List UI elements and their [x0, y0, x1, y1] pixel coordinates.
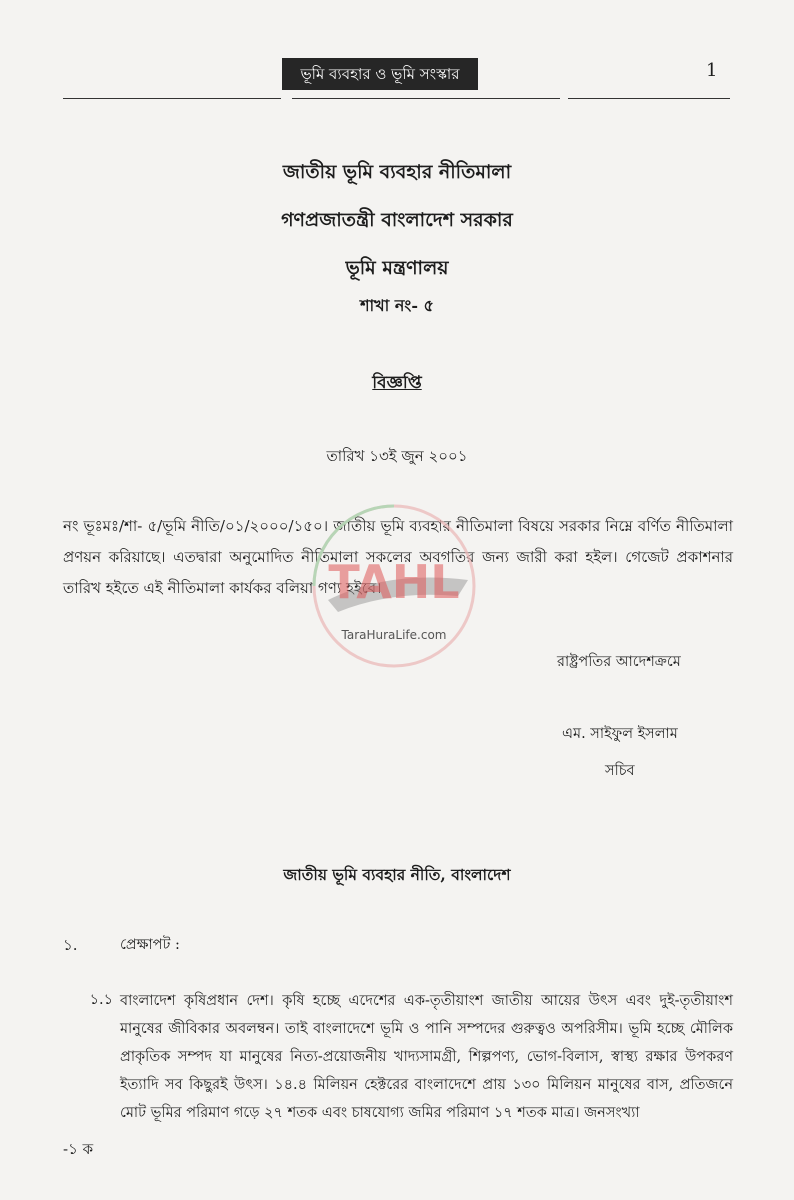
policy-title: জাতীয় ভূমি ব্যবহার নীতিমালা [282, 161, 512, 183]
subsection-body: বাংলাদেশ কৃষিপ্রধান দেশ। কৃষি হচ্ছে এদেশের এক-তৃতীয়াংশ জাতীয় আয়ের উৎস এবং দুই-তৃতীয়াংশ মানুষের জীবিকার অবলম্বন। তাই বাংলাদেশে ভূমি ও পানি সম্পদের গুরুত্বও অপরিসীম। ভূমি হচ্ছে মৌলিক প্রাকৃতিক সম্পদ যা মানুষের নিত্য-প্রয়োজনীয় খাদ্যসামগ্রী, শিল্পপণ্য, ভোগ-বিলাস, স্বাস্থ্য রক্ষার উপকরণ ইত্যাদি সব কিছুরই উৎস। ১৪.৪ মিলিয়ন হেক্টরের বাংলাদেশে প্রায় ১৩০ মিলিয়ন মানুষের বাস, প্রতিজনে মোট ভূমির পরিমাণ গড়ে ২৭ শতক এবং চাষযোগ্য জমির পরিমাণ ১৭ শতক মাত্র। জনসংখ্যা [120, 993, 733, 1121]
signer-designation: সচিব [605, 763, 635, 779]
subsection-number: ১.১ [89, 992, 113, 1008]
header-rule-middle [292, 98, 560, 99]
branch-number: শাখা নং- ৫ [360, 296, 434, 315]
page-number: 1 [706, 60, 718, 81]
section-number: ১. [63, 936, 78, 954]
notice-body: নং ভূঃমঃ/শা- ৫/ভূমি নীতি/০১/২০০০/১৫০। জাতীয় ভূমি ব্যবহার নীতিমালা বিষয়ে সরকার নিম্নে বর্ণিত নীতিমালা প্রণয়ন করিয়াছে। এতদ্বারা অনুমোদিত নীতিমালা সকলের অবগতির জন্য জারী করা হইল। গেজেট প্রকাশনার তারিখ হইতে এই নীতিমালা কার্যকর বলিয়া গণ্য হইবে। [63, 517, 733, 597]
watermark-circle-icon [298, 500, 490, 670]
watermark-logo [298, 500, 490, 670]
footer-page-label: -১ ক [63, 1140, 94, 1158]
signer-name: এম. সাইফুল ইসলাম [562, 726, 678, 742]
watermark-logo-text: TAHL [328, 555, 460, 609]
notice-heading-text: বিজ্ঞপ্তি [372, 373, 422, 393]
header-rule-right [568, 98, 730, 99]
section-title: জাতীয় ভূমি ব্যবহার নীতি, বাংলাদেশ [283, 865, 511, 884]
date-line: তারিখ ১৩ই জুন ২০০১ [326, 447, 468, 465]
section-heading: প্রেক্ষাপট : [120, 937, 180, 953]
header-rule-left [63, 98, 281, 99]
watermark-site-text: TaraHuraLife.com [341, 628, 447, 642]
notice-heading [0, 370, 794, 398]
ministry-name: ভূমি মন্ত্রণালয় [345, 257, 449, 279]
government-name: গণপ্রজাতন্ত্রী বাংলাদেশ সরকার [281, 209, 513, 231]
header-title-box: ভূমি ব্যবহার ও ভূমি সংস্কার [282, 58, 478, 90]
order-line: রাষ্ট্রপতির আদেশক্রমে [557, 654, 681, 670]
